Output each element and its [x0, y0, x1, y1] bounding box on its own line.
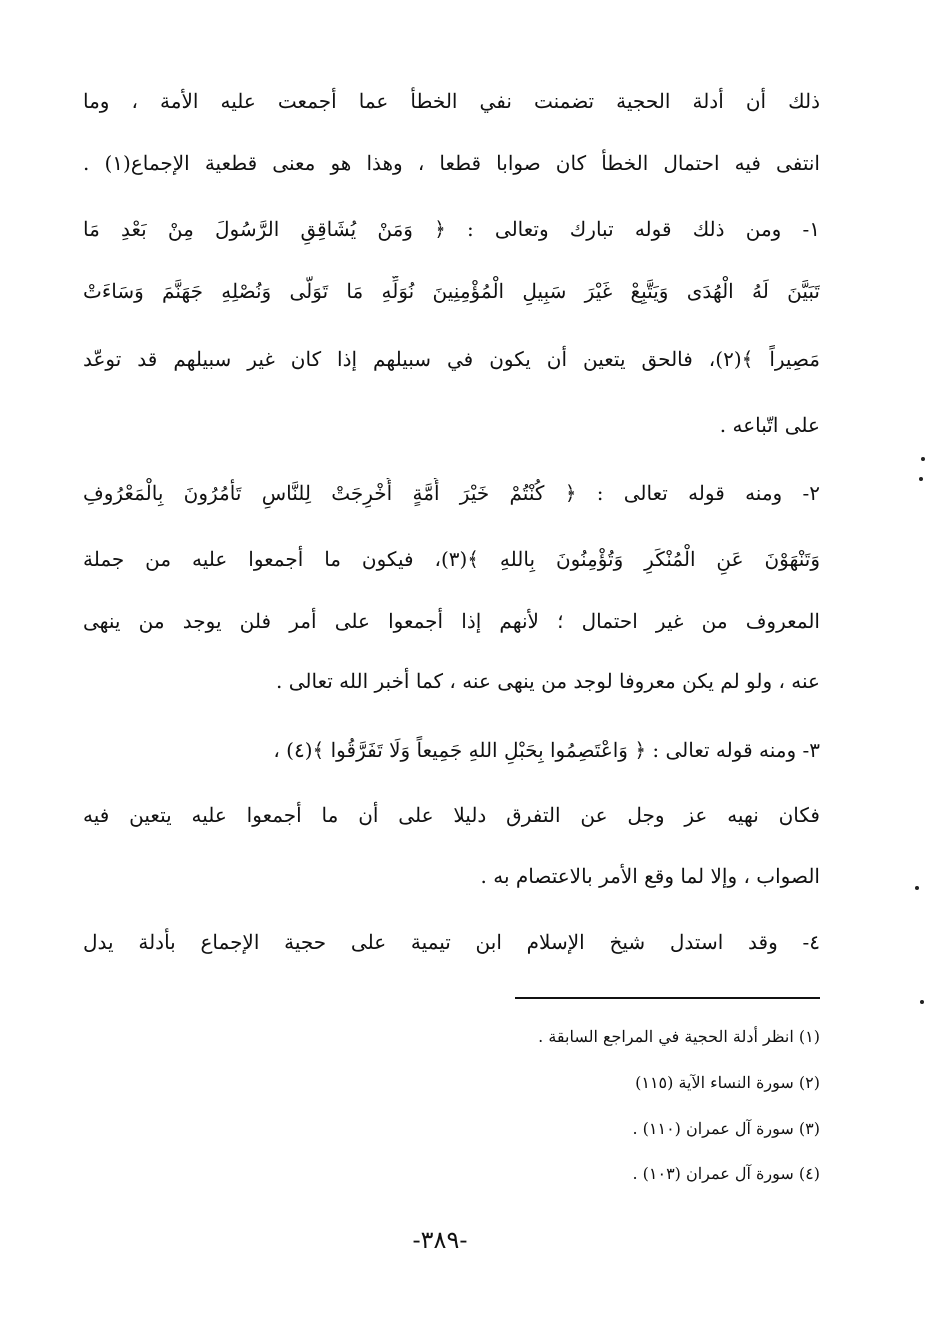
scan-speck [915, 886, 919, 890]
text-line: تَبَيَّنَ لَهُ الْهُدَى وَيَتَّبِعْ غَيْرَ سَبِيلِ الْمُؤْمِنِينَ نُوَلِّهِ مَا تَوَلَّى وَنُصْلِهِ جَهَنَّمَ وَسَاءَتْ [83, 279, 820, 303]
footnote: (٣) سورة آل عمران (١١٠) . [632, 1119, 820, 1138]
text-line: ٣- ومنه قوله تعالى : ﴿ وَاعْتَصِمُوا بِحَبْلِ اللهِ جَمِيعاً وَلَا تَفَرَّقُوا ﴾(٤) ، [273, 738, 820, 762]
text-line: ٤- وقد استدل شيخ الإسلام ابن تيمية على حجية الإجماع بأدلة يدل [83, 930, 820, 954]
text-line: فكان نهيه عز وجل عن التفرق دليلا على أن ما أجمعوا عليه يتعين فيه [83, 803, 820, 827]
scan-speck [919, 477, 923, 481]
text-line: على اتّباعه . [719, 413, 820, 437]
footnote: (٤) سورة آل عمران (١٠٣) . [632, 1164, 820, 1183]
text-line: عنه ، ولو لم يكن معروفا لوجد من ينهى عنه ، كما أخبر الله تعالى . [276, 669, 820, 693]
text-line: الصواب ، وإلا لما وقع الأمر بالاعتصام به . [480, 864, 820, 888]
text-line: وَتَنْهَوْنَ عَنِ الْمُنْكَرِ وَتُؤْمِنُونَ بِاللهِ ﴾(٣)، فيكون ما أجمعوا عليه من جملة [83, 547, 820, 571]
text-line: انتفى فيه احتمال الخطأ كان صوابا قطعا ، وهذا هو معنى قطعية الإجماع(١) . [83, 151, 820, 175]
text-line: ١- ومن ذلك قوله تبارك وتعالى : ﴿ وَمَنْ يُشَاقِقِ الرَّسُولَ مِنْ بَعْدِ مَا [83, 217, 820, 241]
text-line: المعروف من غير احتمال ؛ لأنهم إذا أجمعوا على أمر فلن يوجد من ينهى [83, 609, 820, 633]
footnote: (٢) سورة النساء الآية (١١٥) [635, 1073, 820, 1092]
footnote: (١) انظر أدلة الحجية في المراجع السابقة . [538, 1027, 820, 1046]
scan-speck [920, 1000, 924, 1004]
footnote-separator [515, 997, 820, 999]
text-line: ٢- ومنه قوله تعالى : ﴿ كُنْتُمْ خَيْرَ أُمَّةٍ أُخْرِجَتْ لِلنَّاسِ تَأْمُرُونَ بِالْمَعْرُوفِ [83, 481, 820, 505]
text-line: ذلك أن أدلة الحجية تضمنت نفي الخطأ عما أجمعت عليه الأمة ، وما [83, 89, 820, 113]
scan-speck [921, 457, 925, 461]
text-line: مَصِيراً ﴾(٢)، فالحق يتعين أن يكون في سبيلهم إذا كان غير سبيلهم قد توعّد [83, 347, 820, 371]
page-number: -٣٨٩- [412, 1226, 468, 1254]
